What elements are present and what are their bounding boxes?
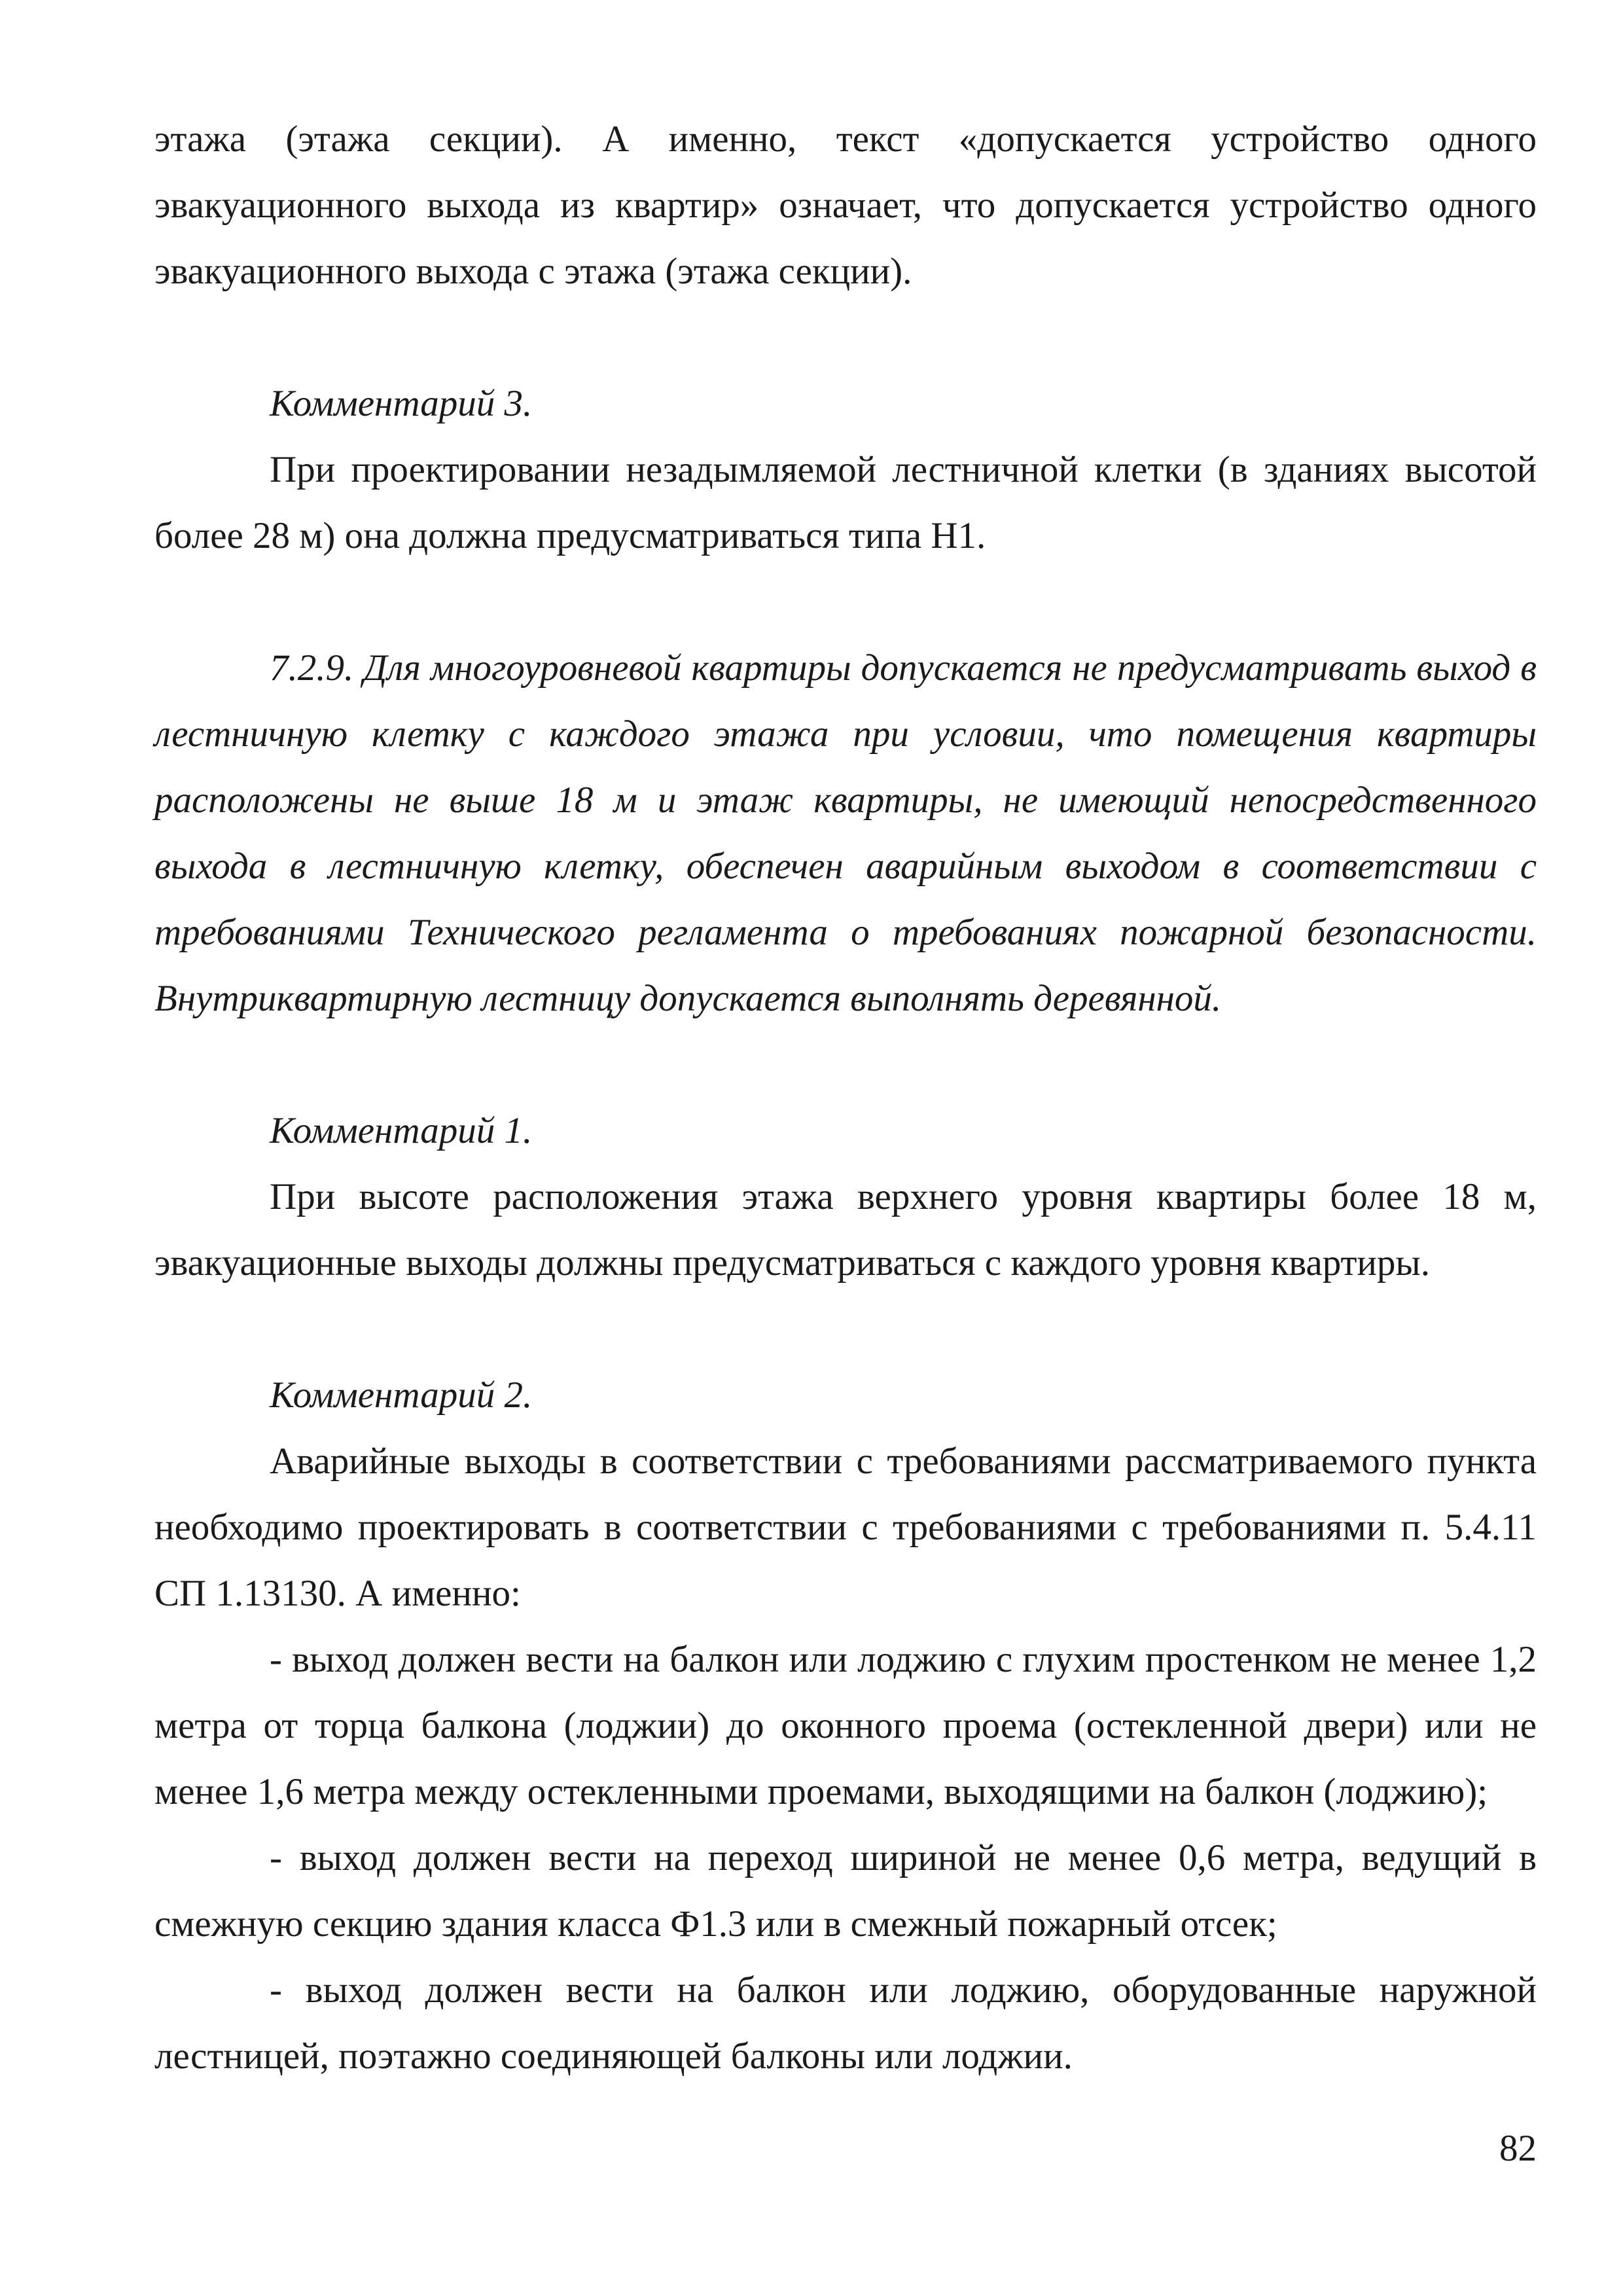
spacer bbox=[154, 1031, 1537, 1098]
comment-2-title: Комментарий 2. bbox=[270, 1374, 533, 1416]
page-content bbox=[154, 106, 1537, 2089]
comment-1-text: При высоте расположения этажа верхнего уровня квартиры более 18 м, эвакуационные выходы должны предусматриваться с каждого уровня квартиры. bbox=[154, 1176, 1537, 1283]
spacer bbox=[154, 1296, 1537, 1362]
page-number: 82 bbox=[1499, 2128, 1537, 2169]
spacer bbox=[154, 569, 1537, 635]
paragraph-continuation: этажа (этажа секции). А именно, текст «допускается устройство одного эвакуационного выхода из квартир» означает, что допускается устройство одного эвакуационного выхода с этажа (этажа секции). bbox=[154, 118, 1537, 292]
list-item-1: - выход должен вести на балкон или лоджию с глухим простенком не менее 1,2 метра от торца балкона (лоджии) до оконного проема (остекленной двери) или не менее 1,6 метра между остекленными проемами, выходящими на балкон (лоджию); bbox=[154, 1639, 1537, 1812]
clause-7-2-9: 7.2.9. Для многоуровневой квартиры допускается не предусматривать выход в лестничную клетку с каждого этажа при условии, что помещения квартиры расположены не выше 18 м и этаж квартиры, не имеющий непосредственного выхода в лестничную клетку, обеспечен аварийным выходом в соответствии с требованиями Технического регламента о требованиях пожарной безопасности. Внутриквартирную лестницу допускается выполнять деревянной. bbox=[154, 647, 1537, 1019]
comment-3-text: При проектировании незадымляемой лестничной клетки (в зданиях высотой более 28 м) она должна предусматриваться типа Н1. bbox=[154, 449, 1537, 556]
comment-1-title: Комментарий 1. bbox=[270, 1110, 533, 1151]
list-item-3: - выход должен вести на балкон или лоджию, оборудованные наружной лестницей, поэтажно соединяющей балконы или лоджии. bbox=[154, 1969, 1537, 2077]
list-item-2: - выход должен вести на переход шириной не менее 0,6 метра, ведущий в смежную секцию здания класса Ф1.3 или в смежный пожарный отсек; bbox=[154, 1837, 1537, 1945]
spacer bbox=[154, 304, 1537, 370]
comment-2-text: Аварийные выходы в соответствии с требованиями рассматриваемого пункта необходимо проектировать в соответствии с требованиями с требованиями п. 5.4.11 СП 1.13130. А именно: bbox=[154, 1441, 1537, 1614]
comment-3-title: Комментарий 3. bbox=[270, 383, 533, 424]
